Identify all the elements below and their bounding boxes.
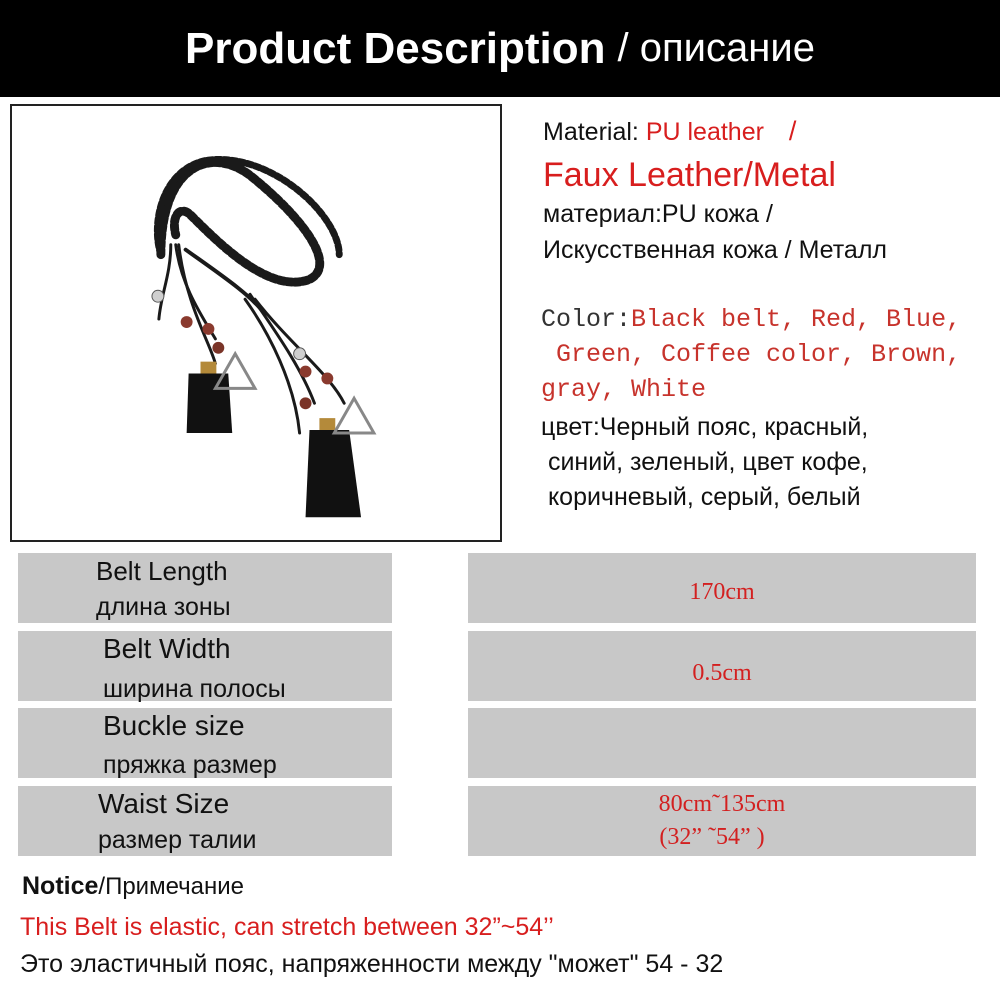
color-ru-line3: коричневый, серый, белый bbox=[541, 483, 861, 511]
spec-label-en: Waist Size bbox=[98, 788, 230, 819]
color-block bbox=[541, 302, 971, 407]
notice-line-en: This Belt is elastic, can stretch between 32”~54’’ bbox=[20, 913, 554, 941]
spec-label-cell bbox=[18, 631, 392, 701]
spec-value: 80cm˜135cm bbox=[658, 791, 786, 817]
spec-value-cell bbox=[468, 786, 976, 856]
color-values-1: Black belt, Red, Blue, bbox=[631, 305, 962, 334]
spec-value-secondary: (32” ˜54” ) bbox=[659, 824, 765, 850]
spec-label-en: Belt Width bbox=[103, 633, 231, 664]
spec-label-ru: размер талии bbox=[98, 826, 257, 854]
notice-line-ru: Это эластичный пояс, напряженности между "может" 54 - 32 bbox=[20, 950, 724, 978]
material-value-en: PU leather bbox=[645, 118, 764, 146]
header-title-en: Product Description bbox=[185, 23, 606, 73]
color-ru-line1: цвет:Черный пояс, красный, bbox=[541, 413, 869, 441]
spec-value-cell bbox=[468, 708, 976, 778]
material-slash: / bbox=[788, 116, 797, 146]
spec-label-cell bbox=[18, 786, 392, 856]
notice-title: Notice bbox=[22, 872, 99, 900]
color-label: Color: bbox=[541, 305, 632, 334]
material-label: Material: bbox=[543, 118, 639, 146]
color-ru-block bbox=[541, 410, 961, 515]
color-values-3: gray, White bbox=[541, 375, 707, 404]
spec-label-ru: длина зоны bbox=[96, 593, 231, 621]
material-line bbox=[543, 116, 796, 147]
color-line1 bbox=[541, 302, 971, 337]
spec-label-cell bbox=[18, 553, 392, 623]
spec-value: 0.5cm bbox=[692, 660, 752, 686]
material-value-en2: Faux Leather/Metal bbox=[543, 156, 836, 194]
spec-label-en: Buckle size bbox=[103, 710, 245, 741]
spec-label-ru: пряжка размер bbox=[103, 751, 277, 779]
page-header bbox=[0, 0, 1000, 97]
spec-value-cell bbox=[468, 631, 976, 701]
header-title-ru: / описание bbox=[617, 26, 815, 70]
spec-label-en: Belt Length bbox=[96, 556, 228, 586]
spec-label-ru: ширина полосы bbox=[103, 675, 286, 703]
notice-title-ru: /Примечание bbox=[98, 873, 244, 900]
product-photo bbox=[10, 104, 502, 542]
material-ru-line1: материал:PU кожа / bbox=[543, 200, 773, 228]
color-values-2: Green, Coffee color, Brown, bbox=[541, 340, 962, 369]
notice-heading bbox=[22, 872, 244, 901]
belt-illustration bbox=[12, 106, 500, 540]
spec-value-cell bbox=[468, 553, 976, 623]
spec-label-cell bbox=[18, 708, 392, 778]
spec-value: 170cm bbox=[689, 579, 755, 605]
material-ru-line2: Искусственная кожа / Металл bbox=[543, 236, 887, 264]
color-ru-line2: синий, зеленый, цвет кофе, bbox=[541, 448, 868, 476]
